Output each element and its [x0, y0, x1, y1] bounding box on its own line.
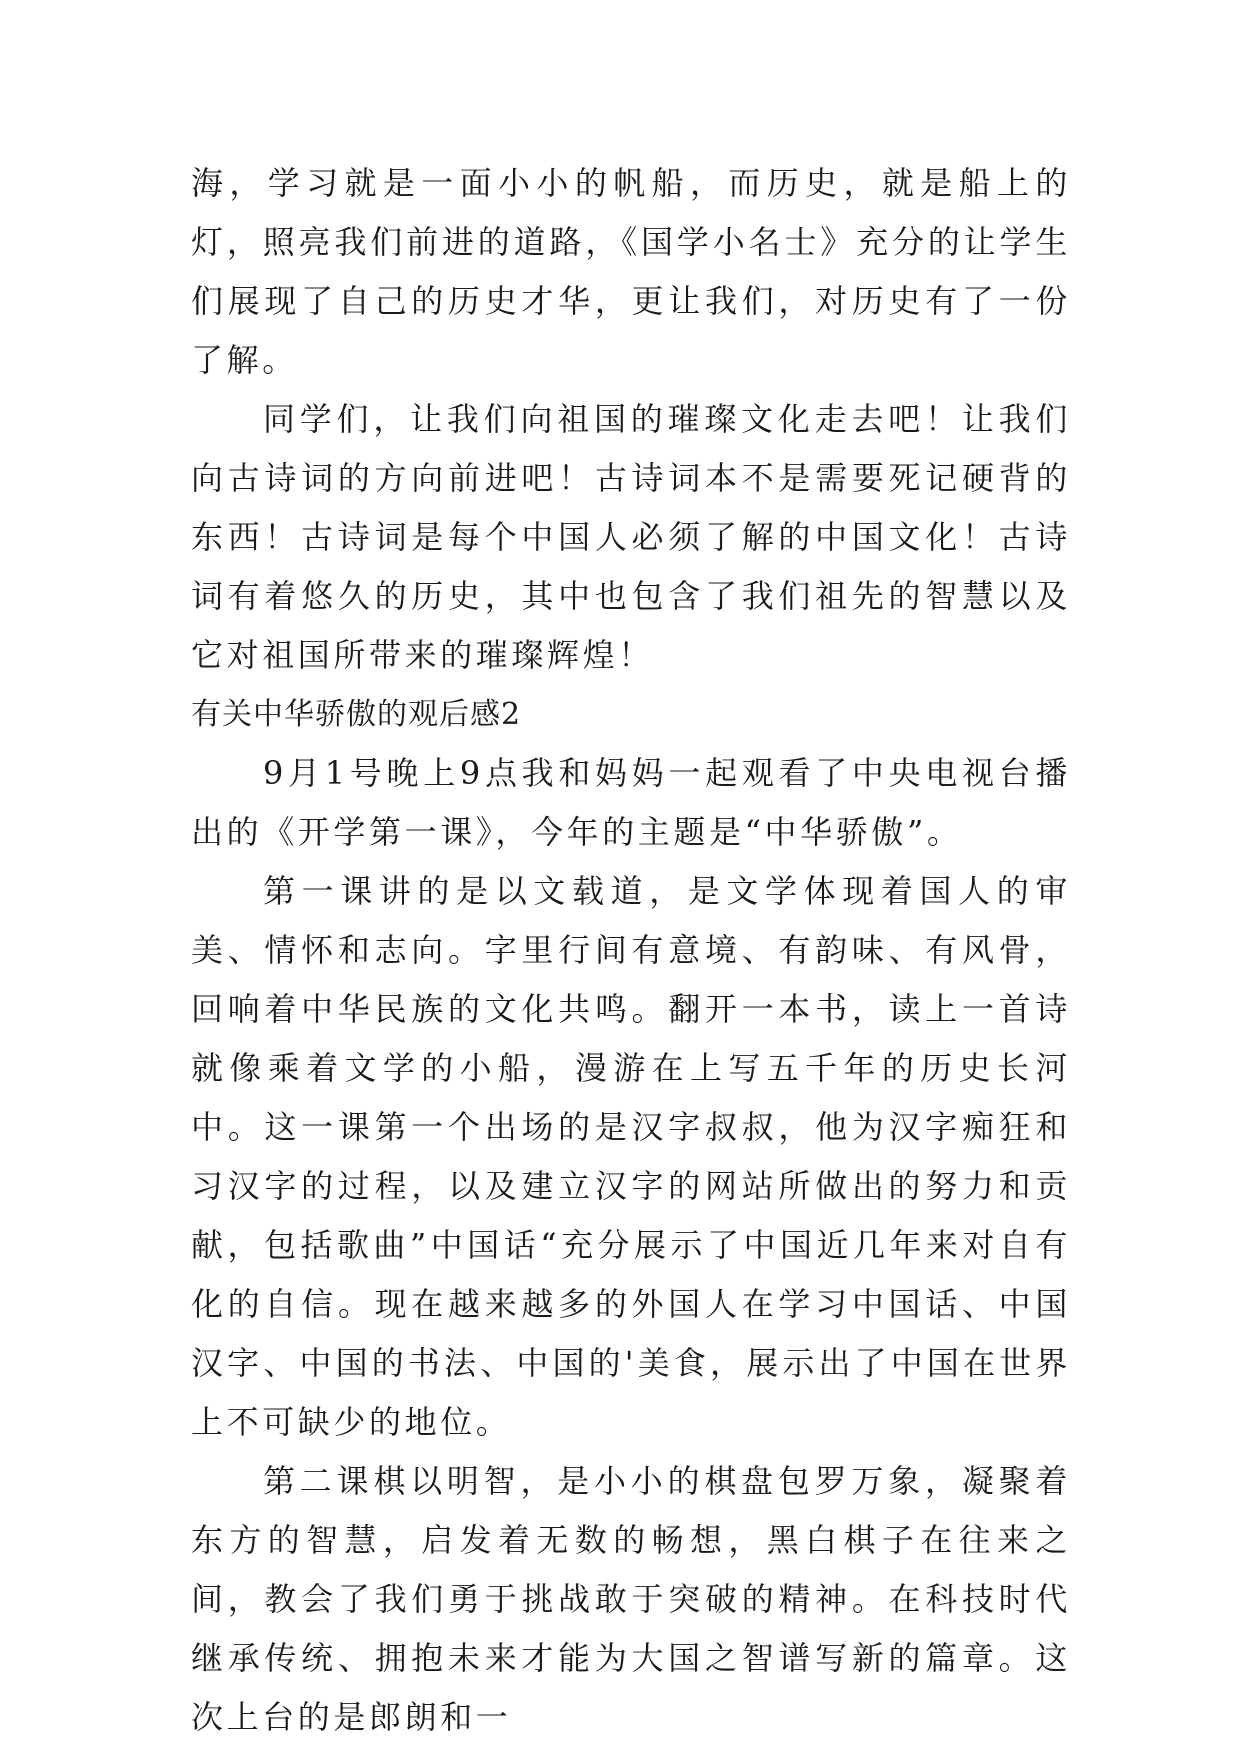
section-heading: 有关中华骄傲的观后感2 — [191, 697, 522, 732]
paragraph-5: 第二课棋以明智，是小小的棋盘包罗万象，凝聚着东方的智慧，启发着无数的畅想，黑白棋子在往来之间，教会了我们勇于挑战敢于突破的精神。在科技时代继承传统、拥抱未来才能为大国之智谱写新的篇章。这次上台的是郎朗和一 — [191, 1462, 1071, 1736]
paragraph-1: 海，学习就是一面小小的帆船，而历史，就是船上的灯，照亮我们前进的道路，《国学小名士》充分的让学生们展现了自己的历史才华，更让我们，对历史有了一份了解。 — [191, 164, 1071, 379]
paragraph-3: 9月1号晚上9点我和妈妈一起观看了中央电视台播出的《开学第一课》，今年的主题是“中华骄傲”。 — [191, 754, 1071, 851]
document-body — [191, 154, 1071, 1747]
paragraph-2: 同学们，让我们向祖国的璀璨文化走去吧！让我们向古诗词的方向前进吧！古诗词本不是需要死记硬背的东西！古诗词是每个中国人必须了解的中国文化！古诗词有着悠久的历史，其中也包含了我们祖先的智慧以及它对祖国所带来的璀璨辉煌！ — [191, 400, 1071, 674]
paragraph-4: 第一课讲的是以文载道，是文学体现着国人的审美、情怀和志向。字里行间有意境、有韵味、有风骨，回响着中华民族的文化共鸣。翻开一本书，读上一首诗就像乘着文学的小船，漫游在上写五千年的历史长河中。这一课第一个出场的是汉字叔叔，他为汉字痴狂和习汉字的过程，以及建立汉字的网站所做出的努力和贡献，包括歌曲”中国话“充分展示了中国近几年来对自有化的自信。现在越来越多的外国人在学习中国话、中国汉字、中国的书法、中国的'美食，展示出了中国在世界上不可缺少的地位。 — [191, 872, 1071, 1441]
